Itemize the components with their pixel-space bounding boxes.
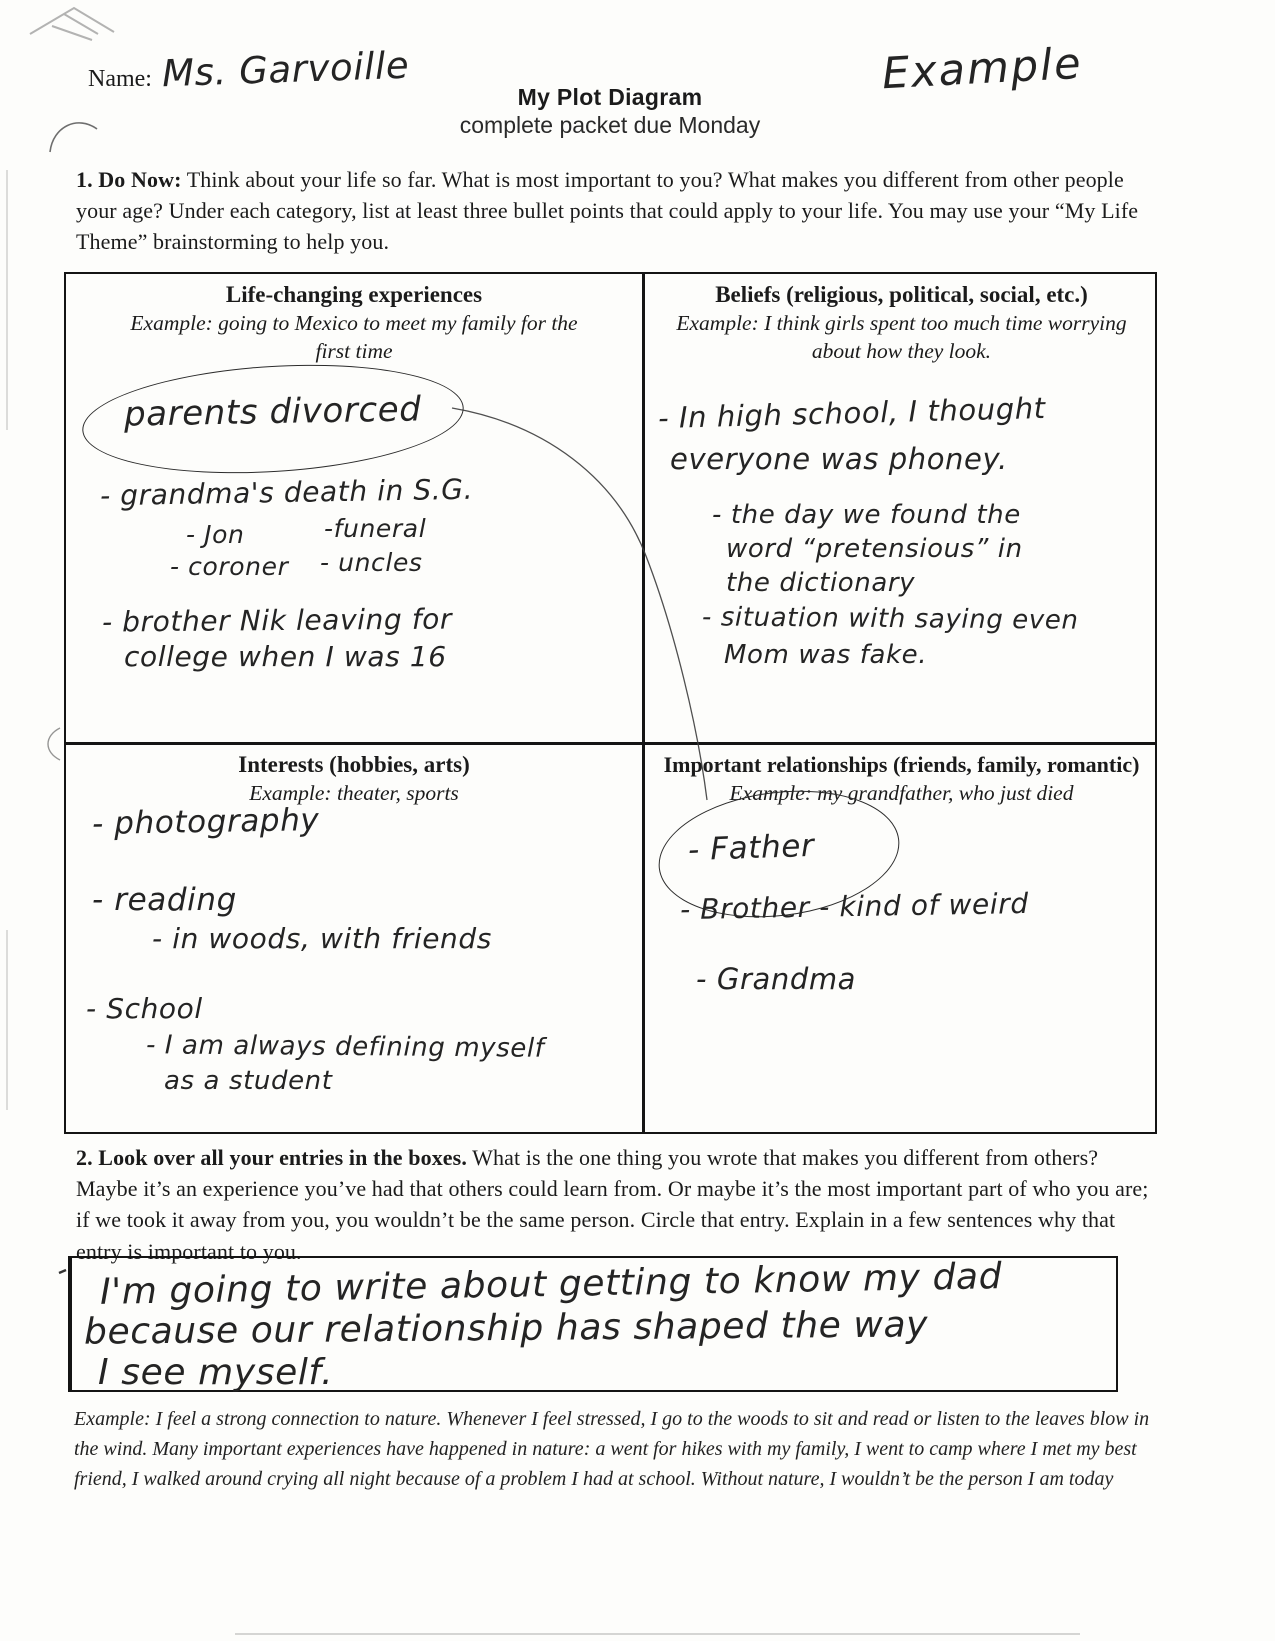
section1-text: Think about your life so far. What is most important to you? What makes you different from other people your age? Under each category, list at least three bullet points that could apply to your life. You may use your “My Life Theme” brainstorming to help you. bbox=[76, 167, 1139, 255]
quadrant-relationships bbox=[644, 744, 1159, 1134]
quadrant-beliefs-example: Example: I think girls spent too much time worrying about how they look. bbox=[676, 311, 1127, 363]
hw-grandma: - Grandma bbox=[696, 962, 857, 996]
hw-answer-line1: I'm going to write about getting to know my dad bbox=[99, 1256, 1003, 1313]
hw-reading: - reading bbox=[92, 882, 237, 918]
corner-note-handwritten: Example bbox=[880, 38, 1084, 100]
hw-photography: - photography bbox=[91, 802, 320, 842]
hw-jon: - Jon bbox=[186, 520, 245, 549]
brainstorm-table bbox=[64, 272, 1157, 1134]
hw-brother-weird: - Brother - kind of weird bbox=[679, 886, 1029, 927]
hw-parents-divorced: parents divorced bbox=[123, 389, 422, 435]
name-value-handwritten: Ms. Garvoille bbox=[161, 43, 410, 96]
hw-defining-myself-line2: as a student bbox=[164, 1066, 333, 1096]
hw-brother-nik-line1: - brother Nik leaving for bbox=[101, 602, 453, 639]
section2-label: 2. Look over all your entries in the boxes. bbox=[76, 1145, 467, 1170]
section1-instructions bbox=[76, 164, 1154, 258]
quadrant-relationships-header: Important relationships (friends, family, romantic) bbox=[663, 752, 1140, 777]
quadrant-life-header: Life-changing experiences bbox=[225, 282, 483, 307]
hw-high-school-line2: everyone was phoney. bbox=[670, 442, 1008, 476]
hw-in-woods: - in woods, with friends bbox=[152, 922, 492, 955]
section2-text: What is the one thing you wrote that makes you different from others? Maybe it’s an experience you’ve had that others could learn from. Or maybe it’s the most important part of who you are; if we took it away from you, you wouldn’t be the same person. Circle that entry. Explain in a few sentences why that entry is important to you. bbox=[76, 1145, 1149, 1264]
footer-example-text: Example: I feel a strong connection to nature. Whenever I feel stressed, I go to the woods to sit and read or listen to the leaves blow in the wind. Many important experiences have happened in nature: a went for hikes with my family, I went to camp where I met my best friend, I walked around crying all night because of a problem I had at school. Without nature, I wouldn’t be the person I am today bbox=[74, 1408, 1150, 1490]
scan-artifact-crumple bbox=[30, 8, 114, 40]
hw-situation-line1: - situation with saying even bbox=[701, 602, 1079, 636]
hw-answer-line3: I see myself. bbox=[98, 1352, 334, 1393]
quadrant-beliefs-header: Beliefs (religious, political, social, etc.) bbox=[715, 282, 1088, 307]
hw-defining-myself-line1: - I am always defining myself bbox=[145, 1030, 545, 1064]
hw-day-we-found-line1: - the day we found the bbox=[712, 500, 1021, 530]
hw-father: - Father bbox=[687, 827, 815, 869]
hw-uncles: - uncles bbox=[320, 548, 423, 577]
hw-funeral: -funeral bbox=[324, 514, 427, 543]
hw-brother-nik-line2: college when I was 16 bbox=[124, 640, 447, 673]
quadrant-life-changing bbox=[66, 274, 642, 742]
quadrant-relationships-example: Example: my grandfather, who just died bbox=[729, 781, 1074, 805]
quadrant-interests bbox=[66, 744, 642, 1134]
page-title: My Plot Diagram bbox=[517, 84, 703, 110]
quadrant-life-example: Example: going to Mexico to meet my family for the first time bbox=[130, 311, 578, 363]
section2-instructions bbox=[76, 1142, 1156, 1267]
hw-day-we-found-line3: the dictionary bbox=[726, 568, 916, 598]
quadrant-beliefs bbox=[644, 274, 1159, 742]
hw-day-we-found-line2: word “pretensious” in bbox=[726, 534, 1023, 564]
scan-artifact-curl bbox=[48, 728, 60, 760]
quadrant-interests-example: Example: theater, sports bbox=[249, 781, 459, 805]
hw-grandmas-death: - grandma's death in S.G. bbox=[99, 472, 474, 513]
hw-situation-line2: Mom was fake. bbox=[724, 640, 928, 670]
answer-box bbox=[68, 1256, 1118, 1392]
scan-artifact-tick bbox=[59, 1270, 66, 1273]
quadrant-interests-header: Interests (hobbies, arts) bbox=[238, 752, 470, 777]
scan-artifact-arc bbox=[50, 123, 97, 152]
section1-label: 1. Do Now: bbox=[76, 167, 182, 192]
hw-coroner: - coroner bbox=[170, 552, 289, 581]
hw-school: - School bbox=[86, 992, 203, 1025]
name-label: Name: bbox=[88, 66, 152, 92]
hw-high-school-line1: - In high school, I thought bbox=[657, 390, 1047, 436]
hw-answer-line2: because our relationship has shaped the way bbox=[83, 1304, 929, 1353]
page-subtitle: complete packet due Monday bbox=[459, 112, 761, 138]
